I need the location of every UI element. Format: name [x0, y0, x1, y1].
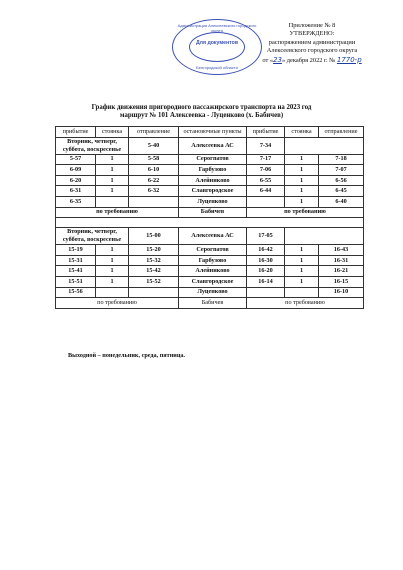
appendix-line: Приложение № 8	[288, 22, 336, 29]
table-row: 6-35 Луценково 1 6-40	[56, 196, 364, 207]
col-stop-time: стоянка	[96, 127, 129, 138]
document-title	[0, 104, 403, 120]
stamp-top-text: Администрация Алексеевского городского округа	[177, 23, 257, 33]
title-line-1: График движения пригородного пассажирского транспорта на 2023 год	[91, 104, 312, 111]
col-arrival-back: прибытие	[247, 127, 285, 138]
col-arrival: прибытие	[56, 127, 96, 138]
section-2-start-row	[56, 228, 364, 245]
col-departure: отправление	[129, 127, 179, 138]
table-row: 6-31 1 6-32 Славгородское 6-44 1 6-45	[56, 186, 364, 197]
table-row: 15-41 1 15-42 Алейниково 16-20 1 16-21	[56, 266, 364, 277]
stamp-center-text: Для документов	[195, 40, 239, 46]
spacer-row	[56, 218, 364, 228]
table-row: 15-51 1 15-52 Славгородское 16-14 1 16-15	[56, 276, 364, 287]
days-off-note: Выходной – понедельник, среда, пятница.	[68, 352, 186, 359]
operating-days: Вторник, четверг, суббота, воскресенье	[56, 137, 129, 154]
authority-line: Алексеевского городского округа	[266, 47, 358, 55]
start-departure: 15-00	[129, 228, 179, 245]
col-stop-time-back: стоянка	[285, 127, 319, 138]
start-departure: 5-40	[129, 137, 179, 154]
order-line: распоряжением администрации	[268, 38, 356, 46]
on-request-row: по требованию Бабичев по требованию	[56, 298, 364, 309]
order-number: 1770-р	[336, 55, 362, 64]
end-arrival: 17-05	[247, 228, 285, 245]
col-departure-back: отправление	[319, 127, 364, 138]
start-stop: Алексеевка АС	[179, 137, 247, 154]
table-row: 15-31 1 15-32 Гарбузово 16-30 1 16-31	[56, 255, 364, 266]
table-row: 5-57 1 5-58 Серогпатов 7-17 1 7-18	[56, 154, 364, 165]
header-row	[56, 127, 364, 138]
table-row: 15-56 Луценково 16-10	[56, 287, 364, 298]
table-row: 6-20 1 6-22 Алейниково 6-55 1 6-56	[56, 175, 364, 186]
official-stamp	[172, 19, 262, 75]
operating-days: Вторник, четверг, суббота, воскресенье	[56, 228, 129, 245]
col-stops: остановочные пункты	[179, 127, 247, 138]
approved-line: УТВЕРЖДЕНО:	[289, 30, 335, 38]
on-request-row: по требованию Бабичев по требованию	[56, 207, 364, 218]
order-date-line: от «23» декабря 2022 г. № 1770-р	[262, 55, 362, 64]
end-arrival: 7-34	[247, 137, 285, 154]
title-line-2: маршрут № 101 Алексеевка - Луценково (х. Бабичев)	[119, 112, 284, 120]
stamp-inner-ring	[189, 32, 245, 62]
schedule-table	[55, 126, 364, 309]
table-row: 6-09 1 6-10 Гарбузово 7-06 1 7-07	[56, 165, 364, 176]
table-row: 15-19 1 15-20 Серогпатов 16-42 1 16-43	[56, 245, 364, 256]
stamp-bottom-text: Белгородской области	[196, 65, 238, 70]
section-1-start-row	[56, 137, 364, 154]
start-stop: Алексеевка АС	[179, 228, 247, 245]
order-day: 23	[273, 55, 282, 64]
